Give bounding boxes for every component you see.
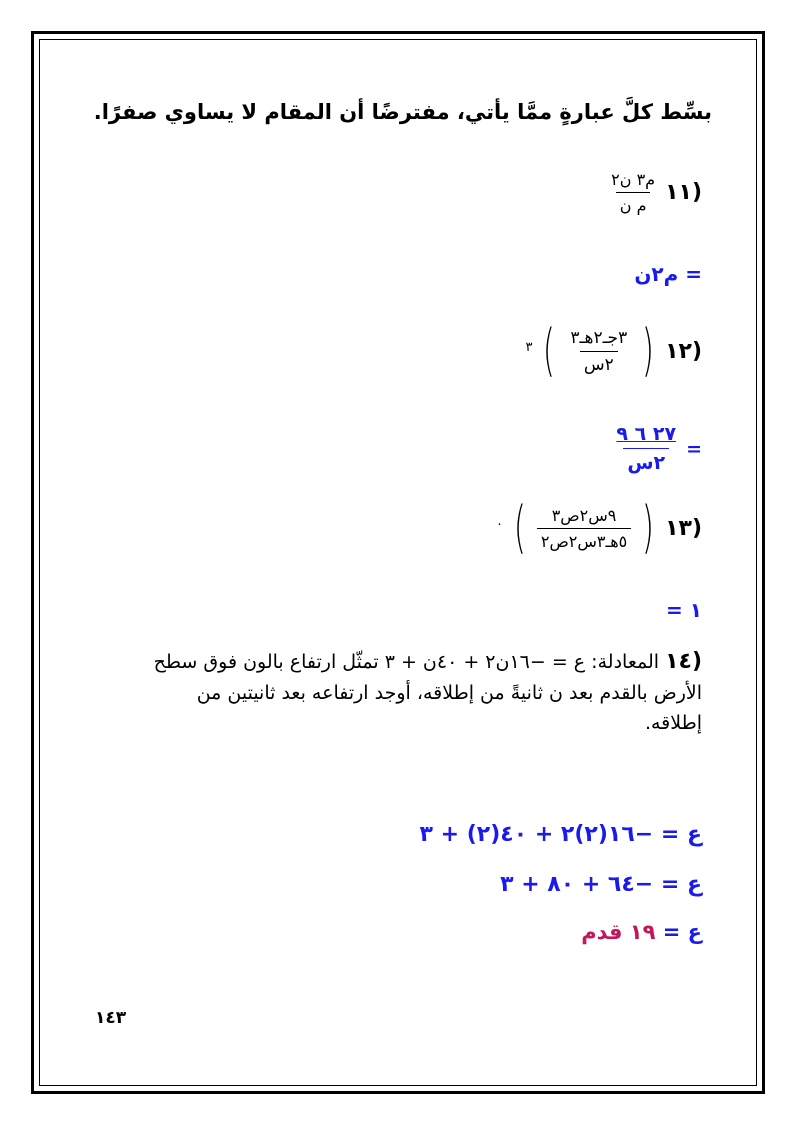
problem-13 — [496, 495, 702, 560]
problem-13-number: (١٣ — [665, 515, 702, 541]
problem-11-fraction — [607, 170, 659, 215]
problem-11-answer: = م٢ن — [634, 262, 702, 286]
problem-11-numerator: م٣ ن٢ — [611, 170, 656, 189]
problem-13-denominator: ٥هـ٣س٢ص٢ — [537, 528, 631, 551]
problem-11-number: (١١ — [665, 180, 702, 205]
problem-14-step-1: ع = −١٦(٢)٢ + ٤٠(٢) + ٣ — [419, 822, 702, 847]
problem-14-text: المعادلة: ع = −١٦ن٢ + ٤٠ن + ٣ تمثّل ارتفاع بالون فوق سطح الأرض بالقدم بعد ن ثانيةً من إطلاقه، أوجد ارتفاعه بعد ثانيتين من إطلاقه. — [153, 651, 702, 734]
problem-12-close-paren: ) — [543, 318, 556, 383]
problem-12-answer-denominator: ٢س — [623, 448, 669, 474]
problem-13-open-paren: ( — [642, 495, 655, 560]
problem-13-answer: ١ = — [666, 598, 702, 622]
problem-13-fraction — [537, 506, 631, 551]
problem-11 — [607, 170, 702, 215]
problem-12-fraction — [566, 328, 631, 375]
problem-14-statement — [142, 645, 702, 738]
problem-14-step-3 — [581, 920, 702, 944]
problem-13-exponent: ٠ — [496, 516, 503, 532]
problem-12 — [525, 318, 703, 383]
problem-13-numerator: ٩س٢ص٣ — [551, 505, 617, 525]
problem-12-exponent: ٣ — [525, 339, 533, 355]
problem-13-close-paren: ) — [513, 495, 526, 560]
problem-12-answer-fraction — [612, 423, 680, 474]
problem-12-numerator: ٣جـ٢هـ٣ — [570, 327, 628, 348]
problem-12-answer — [612, 423, 702, 474]
page-number: ١٤٣ — [95, 1008, 127, 1028]
problem-12-number: (١٢ — [665, 338, 702, 364]
problem-14-result-value: ١٩ قدم — [581, 920, 656, 944]
instruction-text: بسِّط كلَّ عبارةٍ ممَّا يأتي، مفترضًا أن المقام لا يساوي صفرًا. — [93, 100, 712, 124]
problem-14-step-2: ع = −٦٤ + ٨٠ + ٣ — [500, 872, 702, 897]
problem-12-answer-equals: = — [686, 437, 702, 460]
problem-12-open-paren: ( — [642, 318, 655, 383]
problem-12-answer-numerator: ٢٧ ٦ ٩ — [616, 423, 677, 445]
problem-11-denominator: م ن — [616, 192, 651, 215]
problem-12-denominator: ٢س — [580, 351, 618, 375]
problem-14-result-variable: ع = — [662, 920, 702, 944]
problem-14-number: (١٤ — [665, 649, 702, 674]
